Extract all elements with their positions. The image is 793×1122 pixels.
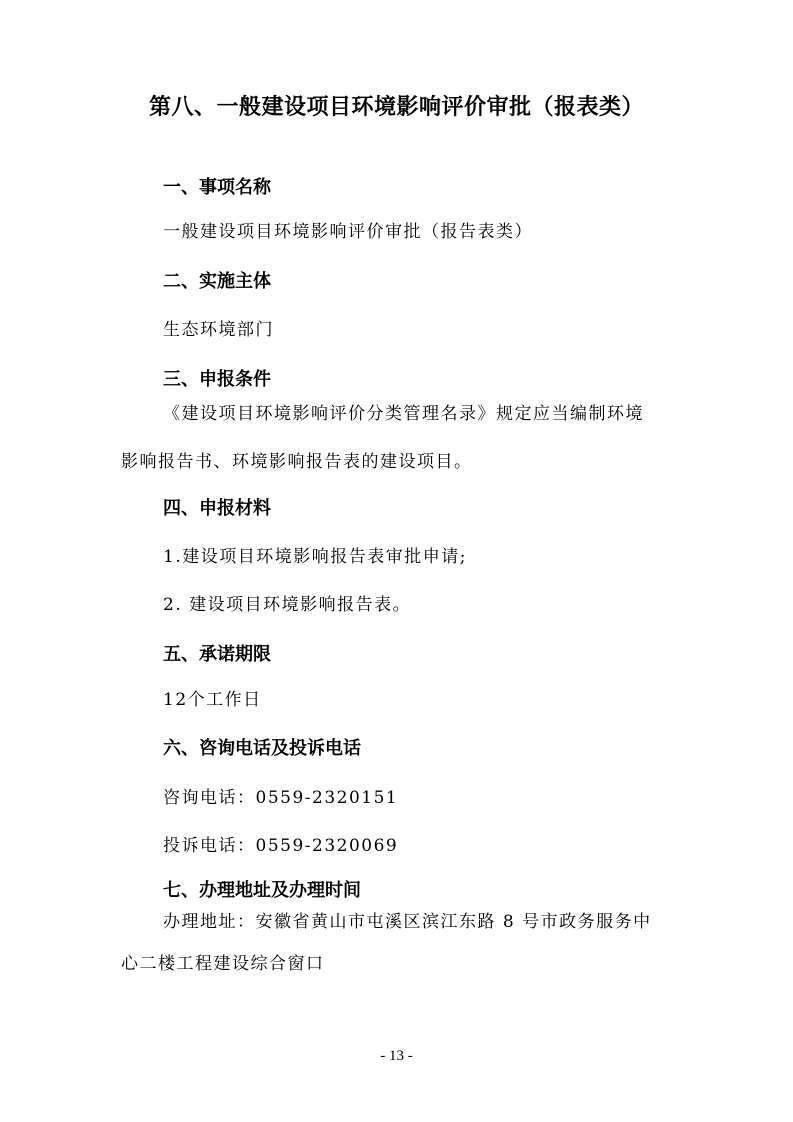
complaint-phone: 投诉电话：0559-2320069 — [163, 836, 399, 856]
conditions-text-line1: 《建设项目环境影响评价分类管理名录》规定应当编制环境 — [163, 404, 644, 424]
item-name-text: 一般建设项目环境影响评价审批（报告表类） — [163, 222, 533, 242]
conditions-text-line2: 影响报告书、环境影响报告表的建设项目。 — [121, 452, 473, 472]
materials-item-1: 1.建设项目环境影响报告表审批申请; — [163, 547, 467, 567]
time-limit-text: 12个工作日 — [163, 690, 262, 710]
document-title: 第八、一般建设项目环境影响评价审批（报表类） — [148, 94, 644, 120]
consult-phone: 咨询电话：0559-2320151 — [163, 788, 399, 808]
page-number: - 13 - — [380, 1048, 413, 1064]
heading-phones: 六、咨询电话及投诉电话 — [163, 738, 361, 759]
authority-text: 生态环境部门 — [163, 320, 274, 340]
heading-item-name: 一、事项名称 — [163, 177, 271, 198]
materials-item-2: 2. 建设项目环境影响报告表。 — [163, 595, 412, 615]
heading-conditions: 三、申报条件 — [163, 369, 271, 390]
heading-time-limit: 五、承诺期限 — [163, 644, 271, 665]
heading-materials: 四、申报材料 — [163, 498, 271, 519]
address-text-line1: 办理地址：安徽省黄山市屯溪区滨江东路 8 号市政务服务中 — [163, 912, 652, 932]
address-text-line2: 心二楼工程建设综合窗口 — [121, 954, 325, 974]
heading-authority: 二、实施主体 — [163, 271, 271, 292]
heading-address: 七、办理地址及办理时间 — [163, 880, 361, 901]
